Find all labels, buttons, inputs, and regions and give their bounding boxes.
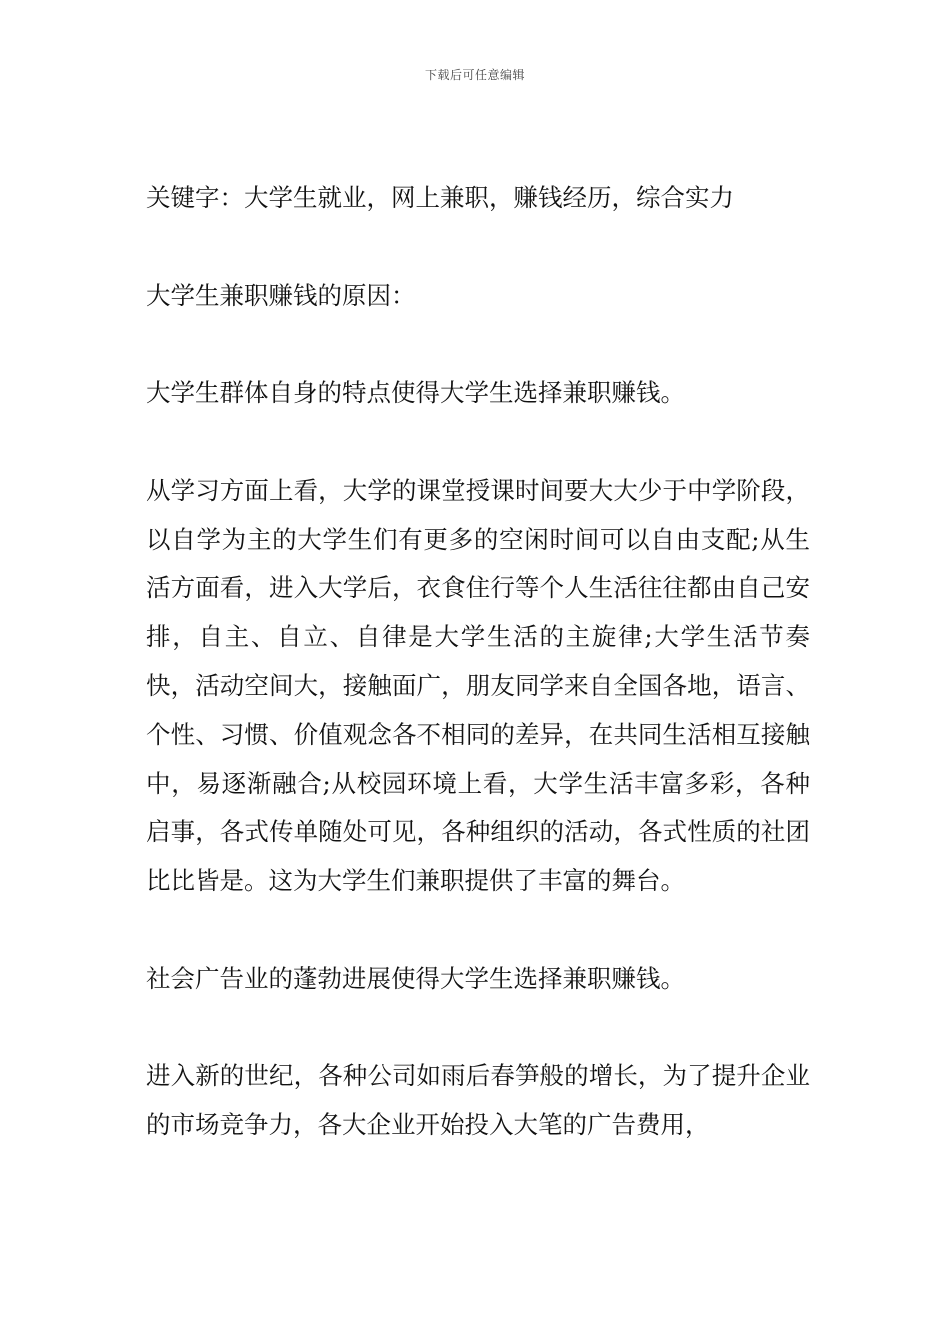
subheading-paragraph: 大学生群体自身的特点使得大学生选择兼职赚钱。 — [146, 378, 685, 408]
page-header: 下载后可任意编辑 — [424, 68, 525, 82]
section-heading: 大学生兼职赚钱的原因： — [146, 280, 416, 310]
subheading-paragraph: 社会广告业的蓬勃进展使得大学生选择兼职赚钱。 — [146, 963, 685, 993]
body-paragraph: 进入新的世纪，各种公司如雨后春笋般的增长，为了提升企业的市场竞争力，各大企业开始投入大笔的广告费用， — [146, 1061, 810, 1140]
keywords-paragraph: 关键字：大学生就业，网上兼职，赚钱经历，综合实力 — [146, 183, 734, 212]
body-paragraph: 从学习方面上看，大学的课堂授课时间要大大少于中学阶段，以自学为主的大学生们有更多的空闲时间可以自由支配;从生活方面看，进入大学后，衣食住行等个人生活往往都由自己安排，自主、自立、自律是大学生活的主旋律;大学生活节奏快，活动空间大，接触面广，朋友同学来自全国各地，语言、个性、习惯、价值观念各不相同的差异，在共同生活相互接触中，易逐渐融合;从校园环境上看，大学生活丰富多彩，各种启事，各式传单随处可见，各种组织的活动，各式性质的社团比比皆是。这为大学生们兼职提供了丰富的舞台。 — [146, 475, 810, 896]
document-body — [146, 174, 810, 1150]
